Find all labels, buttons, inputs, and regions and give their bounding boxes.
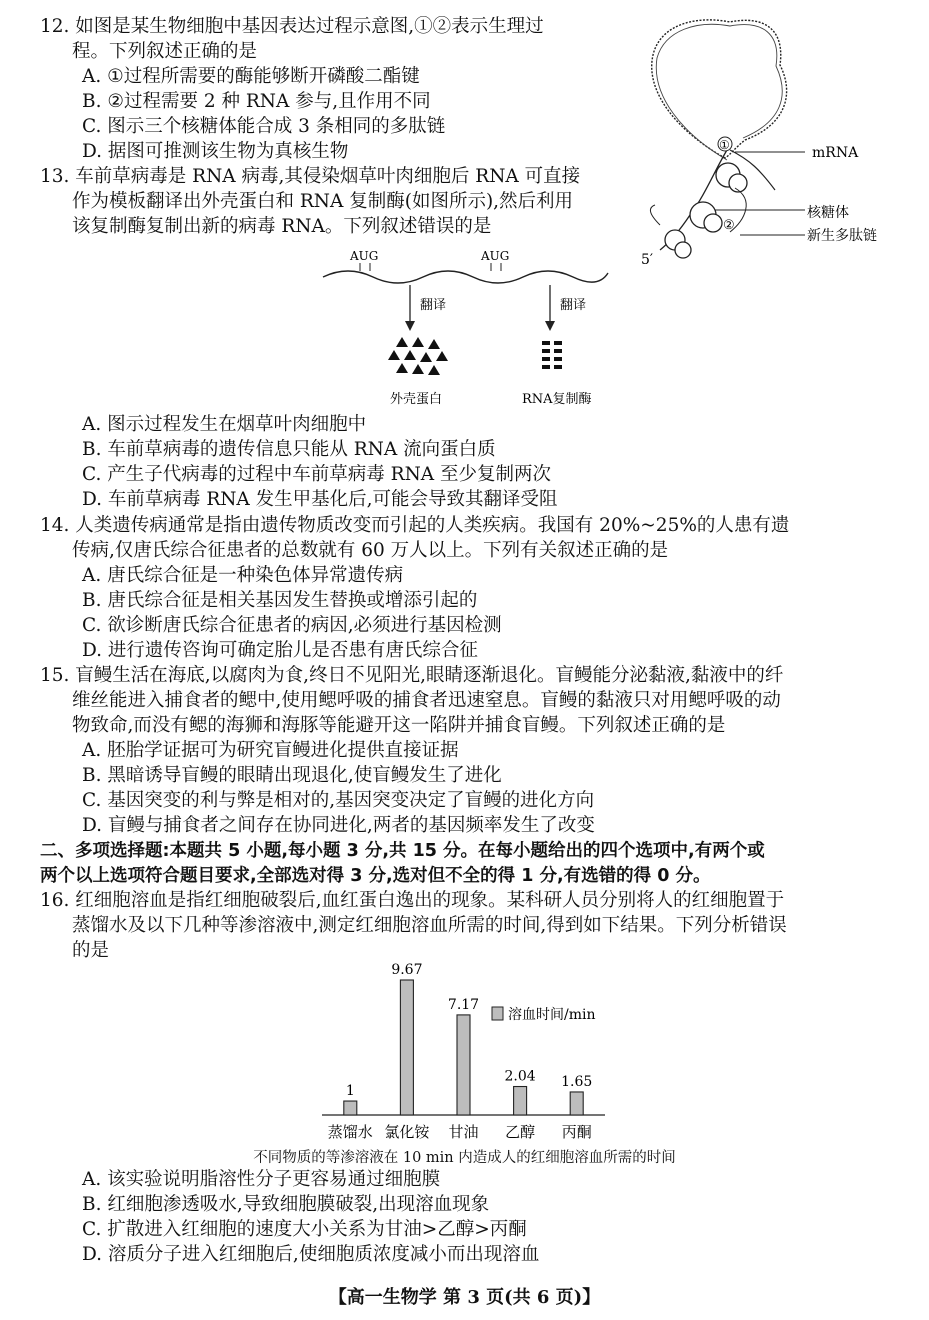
q14-option-b: B. 唐氏综合征是相关基因发生替换或增添引起的 — [82, 590, 478, 611]
legend-swatch — [492, 1007, 503, 1020]
peptide-label: 新生多肽链 — [807, 228, 877, 244]
translate-label-2: 翻译 — [560, 298, 587, 313]
q13-option-a: A. 图示过程发生在烟草叶肉细胞中 — [82, 414, 367, 435]
aug-label-2: AUG — [481, 249, 510, 263]
replicase-block — [554, 349, 562, 353]
coat-triangle — [404, 350, 416, 360]
q16-stem-line-1: 16. 红细胞溶血是指红细胞破裂后,血红蛋白逸出的现象。某科研人员分别将人的红细胞置于 — [40, 890, 785, 911]
five-prime-label: 5′ — [641, 252, 654, 265]
coat-triangle — [436, 351, 448, 361]
coat-triangle — [428, 365, 440, 375]
q12-option-c: C. 图示三个核糖体能合成 3 条相同的多肽链 — [82, 116, 446, 137]
bar-value-label: 1.65 — [561, 1073, 593, 1090]
q12-stem-line-2: 程。下列叙述正确的是 — [72, 41, 258, 62]
peptide-2 — [650, 205, 660, 225]
coat-triangle — [420, 352, 432, 362]
q15-option-d: D. 盲鳗与捕食者之间存在协同进化,两者的基因频率发生了改变 — [82, 815, 595, 836]
bar-4 — [570, 1092, 583, 1115]
bar-1 — [400, 980, 413, 1115]
q15-stem-line-3: 物致命,而没有鳃的海狮和海豚等能避开这一陷阱并捕食盲鳗。下列叙述正确的是 — [72, 715, 726, 736]
category-label: 乙醇 — [505, 1123, 536, 1141]
hemolysis-bar-chart — [300, 955, 630, 1145]
legend-label: 溶血时间/min — [508, 1007, 596, 1023]
q16-option-b: B. 红细胞渗透吸水,导致细胞膜破裂,出现溶血现象 — [82, 1194, 490, 1215]
bar-value-label: 1 — [345, 1083, 355, 1100]
q16-stem-line-2: 蒸馏水及以下几种等渗溶液中,测定红细胞溶血所需的时间,得到如下结果。下列分析错误 — [72, 915, 787, 936]
q14-stem-line-1: 14. 人类遗传病通常是指由遗传物质改变而引起的人类疾病。我国有 20%~25%的人患有遗 — [40, 515, 790, 536]
q15-option-b: B. 黑暗诱导盲鳗的眼睛出现退化,使盲鳗发生了进化 — [82, 765, 502, 786]
replicase-label: RNA复制酶 — [522, 392, 592, 407]
replicase-blocks — [542, 341, 562, 369]
arrow-2-head — [545, 321, 555, 331]
coat-triangle — [396, 363, 408, 373]
coat-triangle — [412, 364, 424, 374]
q16-option-a: A. 该实验说明脂溶性分子更容易通过细胞膜 — [82, 1169, 441, 1190]
ribosome-3b — [675, 242, 691, 258]
coat-triangle — [428, 339, 440, 349]
chart-caption: 不同物质的等渗溶液在 10 min 内造成人的红细胞溶血所需的时间 — [253, 1150, 676, 1166]
q13-option-c: C. 产生子代病毒的过程中车前草病毒 RNA 至少复制两次 — [82, 464, 551, 485]
ribosome-2b — [704, 214, 722, 232]
bar-3 — [514, 1087, 527, 1115]
coat-triangle — [396, 337, 408, 347]
q13-option-b: B. 车前草病毒的遗传信息只能从 RNA 流向蛋白质 — [82, 439, 496, 460]
page-footer: 【高一生物学 第 3 页(共 6 页)】 — [328, 1287, 601, 1308]
q15-stem-line-2: 维丝能进入捕食者的鳃中,使用鳃呼吸的捕食者迅速窒息。盲鳗的黏液只对用鳃呼吸的动 — [72, 690, 781, 711]
coat-triangle — [412, 337, 424, 347]
q13-stem-line-2: 作为模板翻译出外壳蛋白和 RNA 复制酶(如图所示),然后利用 — [72, 191, 574, 212]
coat-triangle — [388, 350, 400, 360]
section2-heading-line-2: 两个以上选项符合题目要求,全部选对得 3 分,选对但不全的得 1 分,有选错的得 0 分。 — [40, 866, 711, 886]
process-2-label: ② — [723, 218, 735, 233]
replicase-block — [554, 365, 562, 369]
category-label: 蒸馏水 — [327, 1123, 373, 1141]
q12-option-a: A. ①过程所需要的酶能够断开磷酸二酯键 — [82, 66, 420, 87]
mrna-label: mRNA — [812, 145, 859, 161]
replicase-block — [554, 341, 562, 345]
q13-virus-figure — [318, 245, 618, 410]
q14-option-d: D. 进行遗传咨询可确定胎儿是否患有唐氏综合征 — [82, 640, 478, 661]
process-1-label: ① — [719, 138, 730, 152]
aug-label-1: AUG — [350, 249, 379, 263]
q12-option-d: D. 据图可推测该生物为真核生物 — [82, 141, 349, 162]
q15-option-a: A. 胚胎学证据可为研究盲鳗进化提供直接证据 — [82, 740, 459, 761]
bar-0 — [344, 1101, 357, 1115]
q16-option-d: D. 溶质分子进入红细胞后,使细胞质浓度减小而出现溶血 — [82, 1244, 540, 1265]
replicase-block — [542, 349, 550, 353]
q15-stem-line-1: 15. 盲鳗生活在海底,以腐肉为食,终日不见阳光,眼睛逐渐退化。盲鳗能分泌黏液,黏液中的纤 — [40, 665, 784, 686]
category-label: 甘油 — [448, 1123, 479, 1141]
q12-option-b: B. ②过程需要 2 种 RNA 参与,且作用不同 — [82, 91, 431, 112]
q13-option-d: D. 车前草病毒 RNA 发生甲基化后,可能会导致其翻译受阻 — [82, 489, 558, 510]
arrow-1-head — [405, 321, 415, 331]
bar-value-label: 7.17 — [447, 996, 480, 1013]
q12-stem-line-1: 12. 如图是某生物细胞中基因表达过程示意图,①②表示生理过 — [40, 16, 544, 37]
ribosome-1b — [729, 174, 747, 192]
q12-gene-expression-figure — [635, 10, 905, 265]
translate-label-1: 翻译 — [420, 298, 447, 313]
section2-heading-line-1: 二、多项选择题:本题共 5 小题,每小题 3 分,共 15 分。在每小题给出的四个选项中,有两个或 — [40, 841, 765, 861]
q14-stem-line-2: 传病,仅唐氏综合征患者的总数就有 60 万人以上。下列有关叙述正确的是 — [72, 540, 669, 561]
q14-option-c: C. 欲诊断唐氏综合征患者的病因,必须进行基因检测 — [82, 615, 502, 636]
ribosome-label: 核糖体 — [807, 205, 849, 221]
q14-option-a: A. 唐氏综合征是一种染色体异常遗传病 — [82, 565, 404, 586]
q13-stem-line-1: 13. 车前草病毒是 RNA 病毒,其侵染烟草叶肉细胞后 RNA 可直接 — [40, 166, 581, 187]
bar-value-label: 2.04 — [504, 1068, 536, 1085]
q13-stem-line-3: 该复制酶复制出新的病毒 RNA。下列叙述错误的是 — [72, 216, 492, 237]
replicase-block — [542, 357, 550, 361]
q16-option-c: C. 扩散进入红细胞的速度大小关系为甘油>乙醇>丙酮 — [82, 1219, 527, 1240]
rna-wave — [323, 271, 608, 283]
replicase-block — [542, 365, 550, 369]
replicase-block — [542, 341, 550, 345]
category-label: 氯化铵 — [384, 1123, 430, 1141]
bar-2 — [457, 1015, 470, 1115]
replicase-block — [554, 357, 562, 361]
q16-stem-line-3: 的是 — [72, 940, 110, 961]
bar-value-label: 9.67 — [391, 962, 423, 978]
coat-protein-label: 外壳蛋白 — [390, 392, 443, 407]
category-label: 丙酮 — [561, 1123, 592, 1141]
coat-protein-triangles — [388, 337, 448, 375]
q15-option-c: C. 基因突变的利与弊是相对的,基因突变决定了盲鳗的进化方向 — [82, 790, 595, 811]
